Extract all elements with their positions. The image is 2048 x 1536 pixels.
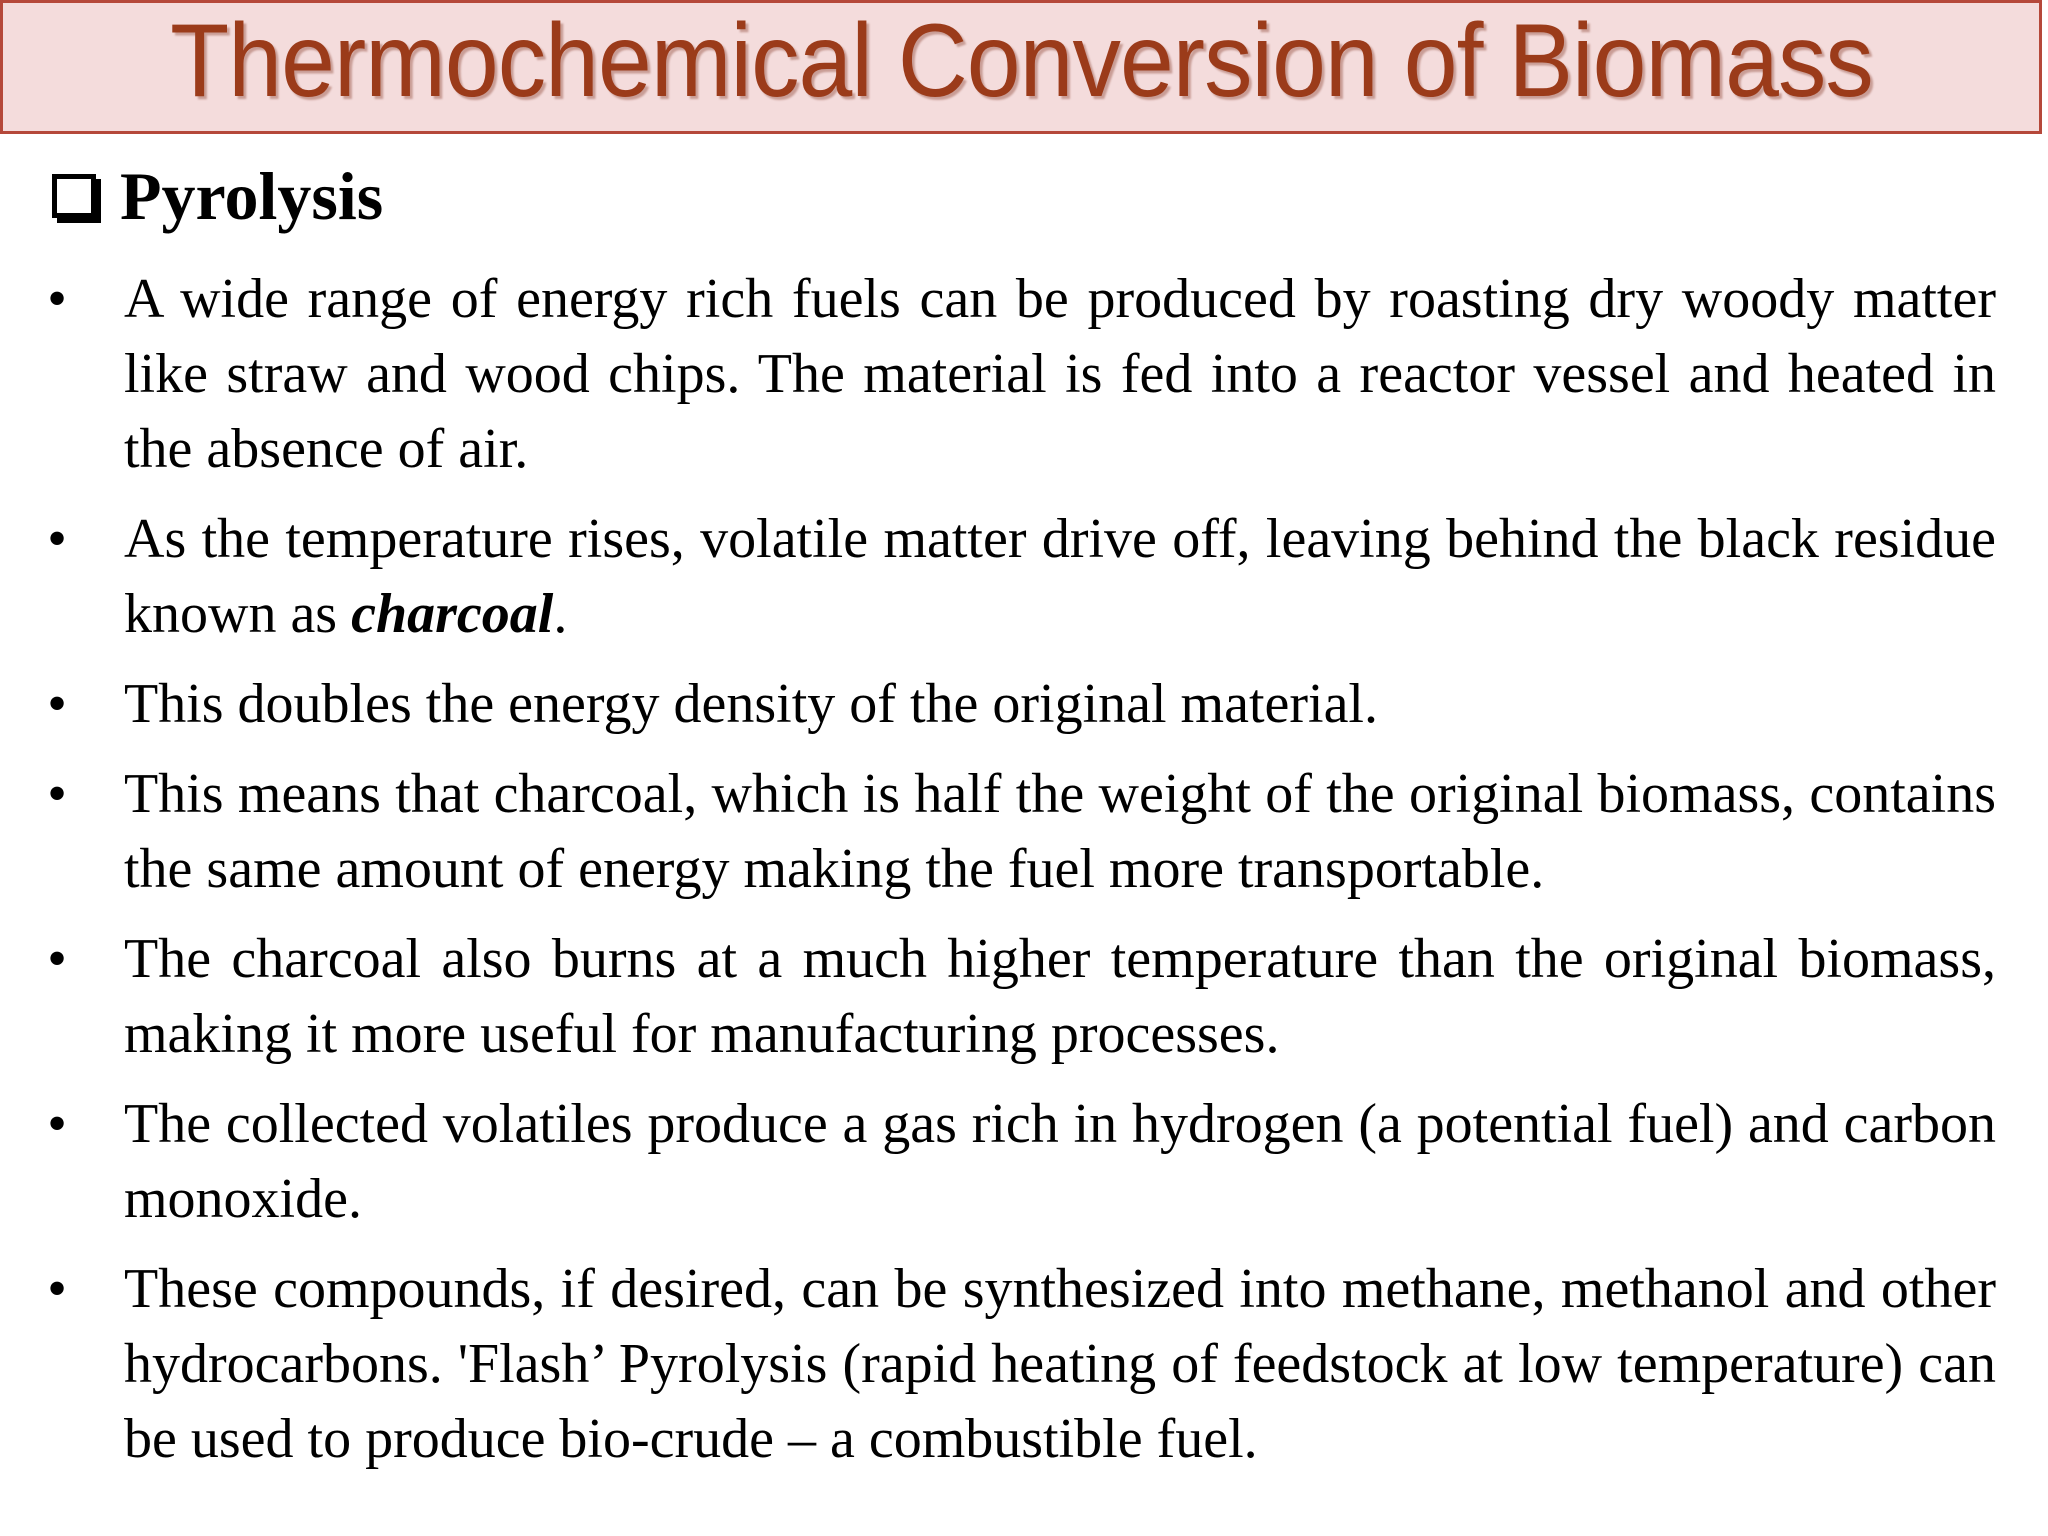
title-banner <box>0 0 2042 134</box>
bullet-dot-icon: • <box>47 1258 67 1320</box>
bullet-dot-icon: • <box>47 673 67 735</box>
bullet-item <box>44 262 1996 487</box>
bullet-item <box>44 922 1996 1072</box>
bullet-text: As the temperature rises, volatile matter drive off, leaving behind the black residue known as <box>124 508 1996 645</box>
bullet-text: The charcoal also burns at a much higher temperature than the original biomass, making it more useful for manufacturing processes. <box>124 928 1996 1065</box>
emphasis-charcoal: charcoal <box>351 583 554 645</box>
bullet-item <box>44 502 1996 652</box>
bullet-item <box>44 1087 1996 1237</box>
bullet-dot-icon: • <box>47 508 67 570</box>
bullet-item <box>44 667 1996 742</box>
section-heading <box>52 158 384 234</box>
bullet-dot-icon: • <box>47 268 67 330</box>
bullet-dot-icon: • <box>47 928 67 990</box>
bullet-item <box>44 757 1996 907</box>
bullet-dot-icon: • <box>47 763 67 825</box>
bullet-text-end: . <box>553 583 568 645</box>
section-heading-text: Pyrolysis <box>120 158 384 234</box>
bullet-list <box>44 262 1996 1492</box>
bullet-text: These compounds, if desired, can be synthesized into methane, methanol and other hydrocarbons. 'Flash’ Pyrolysis (rapid heating of feedstock at low temperature) can be used to produce bio-crude – a combustible fuel. <box>124 1258 1996 1470</box>
bullet-item <box>44 1252 1996 1477</box>
bullet-text: The collected volatiles produce a gas rich in hydrogen (a potential fuel) and carbon monoxide. <box>124 1093 1996 1230</box>
bullet-text: This means that charcoal, which is half the weight of the original biomass, contains the same amount of energy making the fuel more transportable. <box>124 763 1996 900</box>
bullet-text: A wide range of energy rich fuels can be produced by roasting dry woody matter like straw and wood chips. The material is fed into a reactor vessel and heated in the absence of air. <box>124 268 1996 480</box>
slide-title: Thermochemical Conversion of Biomass <box>169 3 1873 119</box>
bullet-text: This doubles the energy density of the original material. <box>124 673 1378 735</box>
bullet-dot-icon: • <box>47 1093 67 1155</box>
checkbox-icon <box>52 174 96 218</box>
